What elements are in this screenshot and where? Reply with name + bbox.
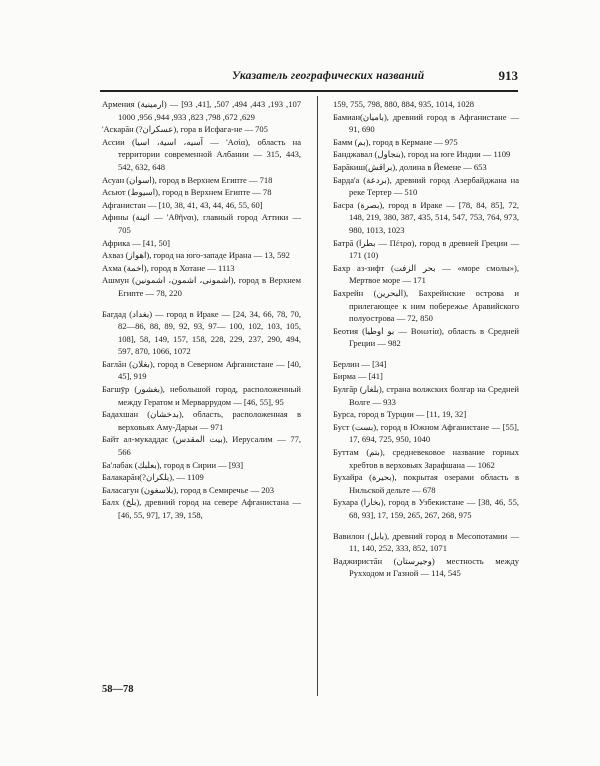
- index-entry: Ахма (اخمة), город в Хотане — 1113: [102, 262, 235, 273]
- index-entry: Ашмун (اشمونی، اشمون، اشمونين), город в Верхнем Египте — 78, 220: [102, 275, 301, 298]
- running-title: Указатель географических названий: [232, 70, 425, 82]
- index-entry: Бирма — [41]: [333, 371, 383, 382]
- index-entry: Африка — [41, 50]: [102, 237, 170, 248]
- index-entry: Бамм (بم), город в Кермане — 975: [333, 136, 458, 147]
- index-entry: Балх (بلخ), древний город на севере Афганистана — [46, 55, 97], 17, 39, 158,: [102, 497, 301, 520]
- index-entry: Асcии (آسيه، اسية، اسيا — 'Ασία), область на территории современной Албании — 315, 443, 542, 632, 648: [102, 136, 302, 172]
- index-entry: 159, 755, 798, 880, 884, 935, 1014, 1028: [333, 99, 475, 109]
- index-entry: Балакарāн(?بلكران), — 1109: [102, 472, 204, 483]
- index-entry: Асьют (اسيوط), город в Верхнем Египте — 78: [102, 187, 272, 198]
- index-entry: Ваджиристāн (وجيرستان) местность между Рухходом и Газной — 114, 545: [333, 555, 519, 579]
- index-entry: Баласагун (بلاسغون), город в Семиречье — 203: [102, 484, 275, 495]
- index-entry: Буст (بست), город в Южном Афганистане — [55], 17, 694, 725, 950, 1040: [333, 421, 519, 445]
- index-entry: Банджавал (بنجاول), город на юге Индии — 1109: [333, 149, 511, 160]
- left-index-column: [102, 98, 301, 522]
- index-entry: Багдад (بغداد) — город в Ираке — [24, 34, 66, 78, 70, 82—86, 88, 89, 92, 93, 97— 100, 102, 103, 105, 108], 58, 149, 157, 158, 228, 229, 237, 290, 494, 597, 870, 1066, 1072: [102, 308, 301, 357]
- index-entry: Басра (بصرة), город в Ираке — [78, 84, 85], 72, 148, 219, 380, 387, 435, 514, 547, 753, 764, 973, 980, 1013, 1023: [333, 199, 519, 235]
- printer-signature: 58—78: [102, 684, 134, 695]
- index-entry: Беотия (بو اوطيا — Βοιωτία), область в Средней Греции — 982: [333, 325, 519, 349]
- index-entry: Бадахшан (بدخشان), область, расположенная в верховьях Аму-Дарьи — 971: [102, 409, 301, 432]
- index-entry: Байт ал-мукаддас (بيت المقدس), Иерусалим — 77, 566: [102, 434, 301, 458]
- index-entry: Булгāр (بلغار), страна волжских болгар на Средней Волге — 933: [333, 384, 519, 407]
- index-entry: Берлин — [34]: [333, 358, 387, 369]
- page-number: 913: [498, 68, 518, 83]
- index-entry: Бахр аз-зифт (بحر الزفت — «море смолы»), Мертвое море — 171: [333, 262, 520, 286]
- right-index-column: [333, 98, 519, 580]
- index-entry: Ахваз (اهواز), город на юго-западе Ирана — 13, 592: [102, 250, 290, 261]
- index-entry: Буттам (بتم), средневековое название горных хребтов в верховьях Зарафшана — 1062: [333, 447, 519, 470]
- index-entry: Бурса, город в Турции — [11, 19, 32]: [333, 409, 467, 420]
- index-entry: Бахрейн (البحرين), Бахрейнские острова и прилегающее к ним побережье Аравийского полуострова — 72, 850: [333, 287, 519, 324]
- index-entry: Барāкиш(براقش), долина в Йемене — 653: [333, 161, 487, 172]
- index-entry: Барда'а (بردعة), древний город Азербайджана на реке Тертер — 510: [333, 174, 519, 198]
- index-entry: Ба'лабак (بعلبك), город в Сирии — [93]: [102, 459, 244, 470]
- index-entry: Батрā (بطرا — Πέτρα), город в древней Греции — 171 (10): [333, 237, 520, 261]
- index-entry: Багшӯр (بغشور), небольшой город, расположенный между Гератом и Мерваррудом — [46, 55], 95: [102, 384, 301, 407]
- index-entry: Афганистан — [10, 38, 41, 43, 44, 46, 55, 60]: [102, 199, 263, 210]
- index-entry: Бухара (بخارا), город в Узбекистане — [38, 46, 55, 68, 93], 17, 159, 265, 267, 268, 975: [333, 497, 519, 520]
- index-entry: Асуан (اسوان), город в Верхнем Египте — 718: [102, 174, 273, 185]
- index-entry: Бамиан(باميان), древний город в Афганистане — 91, 690: [333, 111, 519, 135]
- running-head: [100, 68, 518, 92]
- index-entry: Вавилон (بابل), древний город в Месопотамии — 11, 140, 252, 333, 852, 1071: [333, 530, 519, 554]
- index-entry: 'Аскарāн (?عسكران), гора в Исфага-не — 705: [102, 124, 268, 135]
- index-entry: Баглāн (بغلان), город в Северном Афганистане — [40, 45], 919: [102, 358, 301, 382]
- column-divider: [317, 96, 318, 696]
- index-entry: Бухайра (بحيرة), покрытая озерами область в Нильской дельте — 678: [333, 472, 519, 495]
- index-entry: Армения (ارمينية) — [41, 93], 107, 193, 443, 494, 507, 629, 672, 798, 823, 933, 944, 956, 1000: [102, 99, 302, 122]
- index-entry: Афины (اثينة — 'Αθῆναι), главный город Аттики — 705: [102, 212, 301, 235]
